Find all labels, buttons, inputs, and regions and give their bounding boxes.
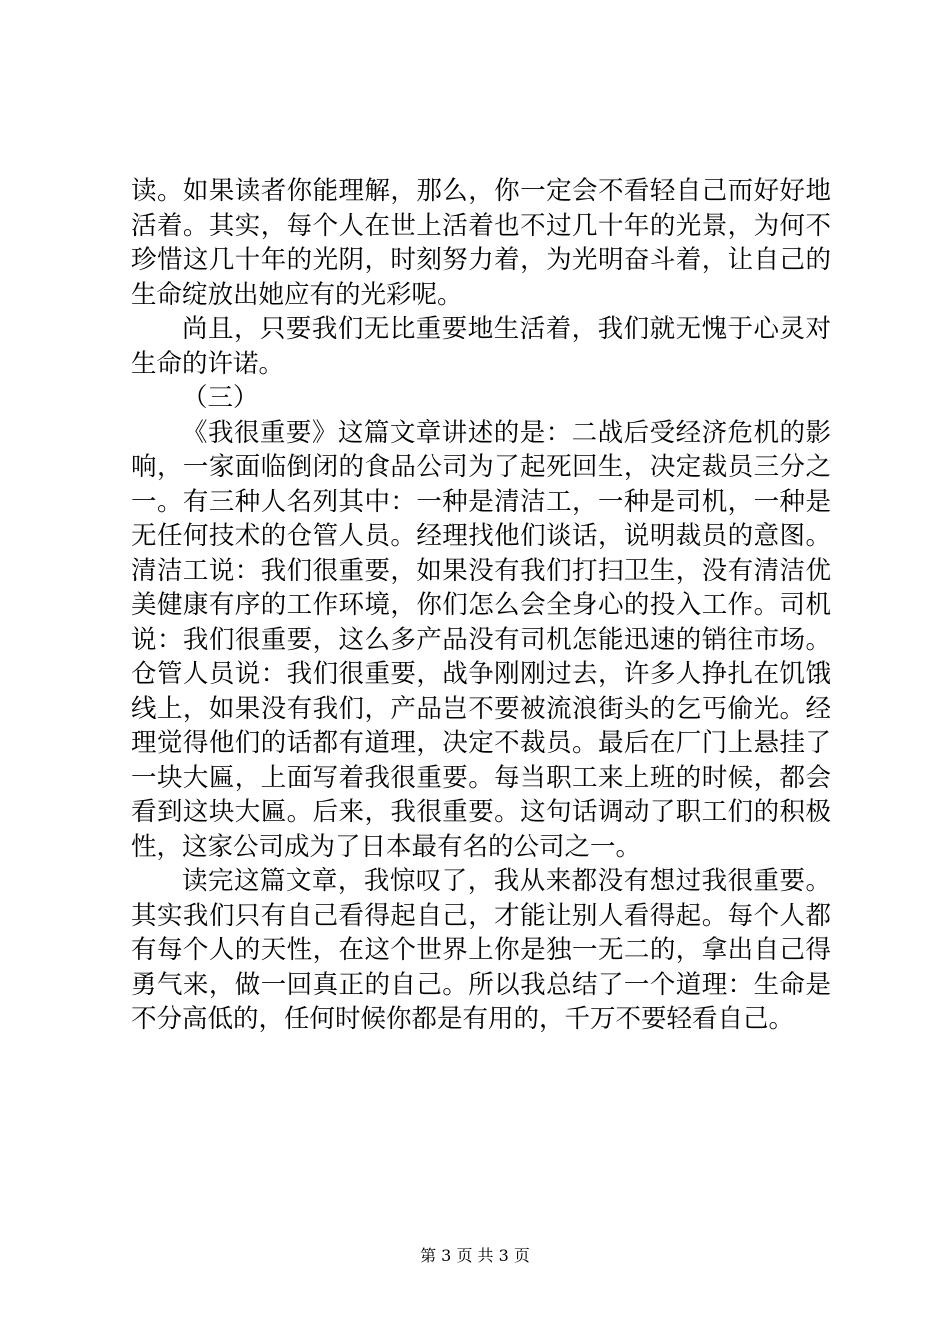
text-line: 读。如果读者你能理解，那么，你一定会不看轻自己而好好地 <box>131 176 831 206</box>
text-line: 生命的许诺。 <box>131 348 285 379</box>
text-line: 《我很重要》这篇文章讲述的是：二战后受经济危机的影 <box>182 417 831 448</box>
text-line: 有每个人的天性，在这个世界上你是独一无二的，拿出自己得 <box>131 935 831 965</box>
text-line: 生命绽放出她应有的光彩呢。 <box>131 279 463 310</box>
text-line: 珍惜这几十年的光阴，时刻努力着，为光明奋斗着，让自己的 <box>131 245 831 275</box>
text-line: 美健康有序的工作环境，你们怎么会全身心的投入工作。司机 <box>131 590 831 620</box>
text-line: 尚且，只要我们无比重要地生活着，我们就无愧于心灵对 <box>182 314 831 344</box>
text-line: 活着。其实，每个人在世上活着也不过几十年的光景，为何不 <box>131 210 831 241</box>
text-line: 清洁工说：我们很重要，如果没有我们打扫卫生，没有清洁优 <box>131 555 831 586</box>
text-line: 勇气来，做一回真正的自己。所以我总结了一个道理：生命是 <box>131 969 831 1000</box>
text-line: 无任何技术的仓管人员。经理找他们谈话，说明裁员的意图。 <box>131 521 831 551</box>
text-line: 其实我们只有自己看得起自己，才能让别人看得起。每个人都 <box>131 900 831 931</box>
text-line: （三） <box>182 383 259 413</box>
text-line: 理觉得他们的话都有道理，决定不裁员。最后在厂门上悬挂了 <box>131 728 831 758</box>
text-line: 说：我们很重要，这么多产品没有司机怎能迅速的销往市场。 <box>131 624 831 655</box>
text-line: 线上，如果没有我们，产品岂不要被流浪街头的乞丐偷光。经 <box>131 693 831 724</box>
text-line: 性，这家公司成为了日本最有名的公司之一。 <box>131 831 642 862</box>
text-line: 仓管人员说：我们很重要，战争刚刚过去，许多人挣扎在饥饿 <box>131 659 831 689</box>
page-footer: 第 3 页 共 3 页 <box>420 1246 530 1265</box>
text-line: 看到这块大匾。后来，我很重要。这句话调动了职工们的积极 <box>131 797 831 827</box>
body-text <box>131 174 831 1037</box>
text-line: 一块大匾，上面写着我很重要。每当职工来上班的时候，都会 <box>131 762 831 793</box>
text-line: 不分高低的，任何时候你都是有用的，千万不要轻看自己。 <box>131 1004 795 1034</box>
text-line: 读完这篇文章，我惊叹了，我从来都没有想过我很重要。 <box>182 866 831 896</box>
text-line: 一。有三种人名列其中：一种是清洁工，一种是司机，一种是 <box>131 486 831 517</box>
text-line: 响，一家面临倒闭的食品公司为了起死回生，决定裁员三分之 <box>131 452 831 482</box>
